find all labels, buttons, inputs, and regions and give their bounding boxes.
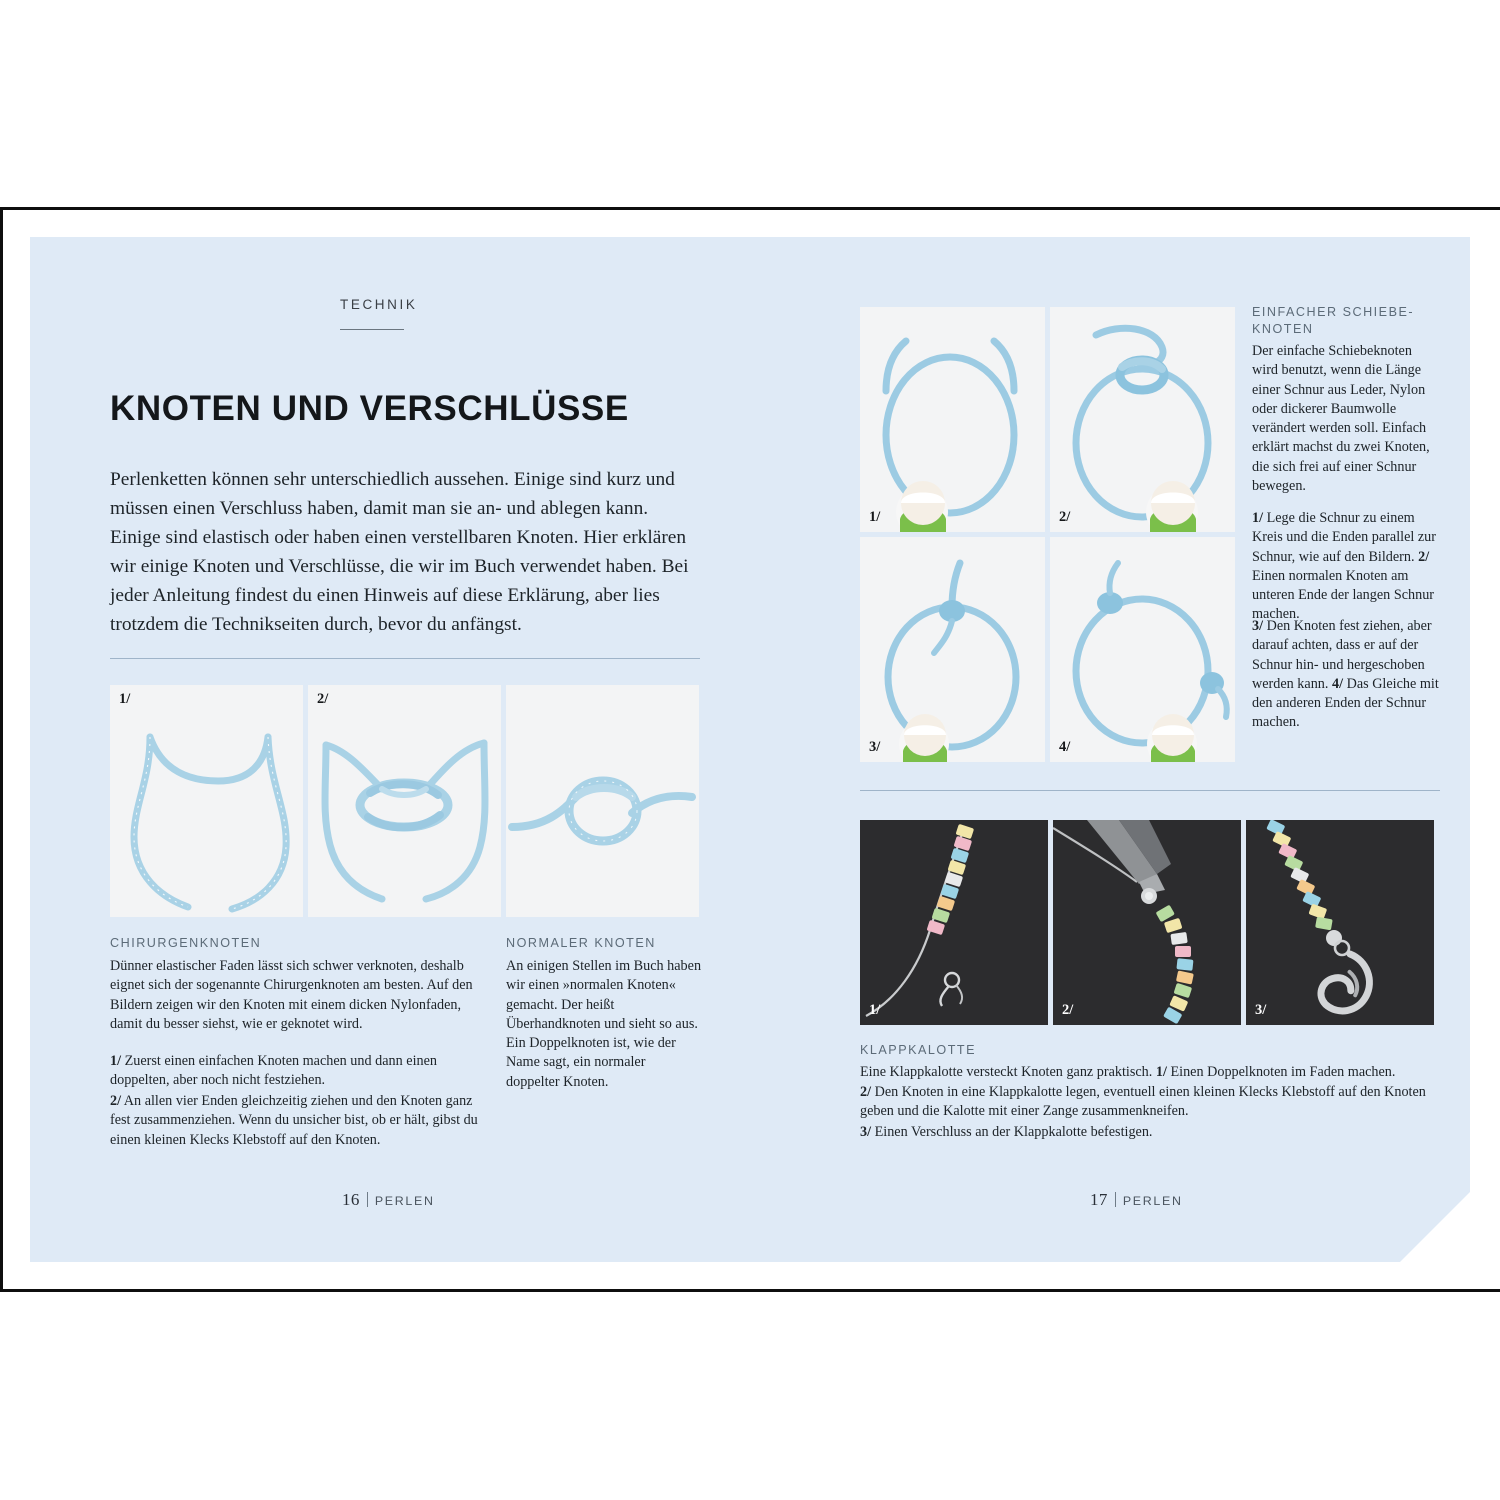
- illustration-knot-loose: [1050, 307, 1235, 532]
- book-spread: [30, 237, 1470, 1262]
- page-corner-fold: [1399, 1191, 1471, 1263]
- caption-title-klappkalotte: KLAPPKALOTTE: [860, 1043, 976, 1057]
- step-number: 2/: [1062, 1002, 1074, 1018]
- photo-klappkalotte-step1: [860, 820, 1048, 1025]
- caption-title-chirurgenknoten: CHIRURGENKNOTEN: [110, 936, 262, 950]
- page-title: KNOTEN UND VERSCHLÜSSE: [110, 389, 629, 428]
- caption-body-chirurgenknoten-p1: Dünner elastischer Faden lässt sich schwer verknoten, deshalb eignet sich der sogenannte Chirurgenknoten am besten. Auf den Bildern zeigen wir den Knoten mit einem dicken Nylonfaden, damit du besser siehst, wie er geknotet wird.: [110, 958, 473, 1032]
- folio-number: 17: [1090, 1190, 1108, 1209]
- step-number: 2/: [1059, 509, 1071, 525]
- step-number: 3/: [1255, 1002, 1267, 1018]
- photo-slide-knot-step4: [1050, 537, 1235, 762]
- folio-separator: [1115, 1192, 1116, 1207]
- caption-body-klappkalotte-p2: 2/ Den Knoten in eine Klappkalotte legen, eventuell einen kleinen Klecks Klebstoff auf den Knoten geben und die Kalotte mit einer Zange zusammenkneifen.: [860, 1084, 1426, 1120]
- folio-label: PERLEN: [1122, 1194, 1183, 1208]
- kicker-divider: [340, 329, 404, 330]
- caption-body-klappkalotte-p3: 3/ Einen Verschluss an der Klappkalotte befestigen.: [860, 1124, 1153, 1140]
- photo-klappkalotte-step2: [1053, 820, 1241, 1025]
- section-kicker: TECHNIK: [340, 297, 418, 312]
- folio-label: PERLEN: [374, 1194, 435, 1208]
- illustration-cord-step2: [308, 685, 501, 917]
- step-number: 1/: [119, 691, 131, 707]
- right-page: [750, 237, 1470, 1262]
- photo-surgeons-knot-step1: [110, 685, 303, 917]
- illustration-overhand-knot: [506, 685, 699, 917]
- photo-normal-knot: [506, 685, 699, 917]
- folio-separator: [367, 1192, 368, 1207]
- photo-slide-knot-step1: [860, 307, 1045, 532]
- section-body-schiebeknoten-p3: 3/ Den Knoten fest ziehen, aber darauf achten, dass er auf der Schnur hin- und hergeschoben werden kann. 4/ Das Gleiche mit den anderen Enden der Schnur machen.: [1252, 618, 1439, 731]
- caption-body-chirurgenknoten-p2: 1/ Zuerst einen einfachen Knoten machen und dann einen doppelten, aber noch nicht festziehen.: [110, 1053, 437, 1089]
- caption-body-normaler-knoten: An einigen Stellen im Buch haben wir einen »normalen Knoten« gemacht. Der heißt Überhandknoten und sieht so aus. Ein Doppelknoten ist, wie der Name sagt, ein normaler doppelter Knoten.: [506, 958, 702, 1090]
- book-left-edge: [0, 207, 3, 1292]
- section-body-schiebeknoten-p1: Der einfache Schiebeknoten wird benutzt, wenn die Länge einer Schnur aus Leder, Nylon oder dickerer Baumwolle verändert werden soll. Einfach erklärt machst du zwei Knoten, die sich frei auf einer Schnur bewegen.: [1252, 343, 1430, 495]
- step-number: 1/: [869, 509, 881, 525]
- caption-body-chirurgenknoten-p3: 2/ An allen vier Enden gleichzeitig ziehen und den Knoten ganz fest zusammenziehen. Wenn du unsicher bist, ob er hält, gibst du einen kleinen Klecks Klebstoff auf den Knoten.: [110, 1093, 478, 1148]
- photo-klappkalotte-step3: [1246, 820, 1434, 1025]
- step-number: 2/: [317, 691, 329, 707]
- book-bottom-edge: [0, 1289, 1500, 1292]
- section-body-schiebeknoten-p2: 1/ Lege die Schnur zu einem Kreis und die Enden parallel zur Schnur, wie auf den Bildern. 2/ Einen normalen Knoten am unteren Ende der langen Schnur machen.: [1252, 510, 1436, 623]
- step-number: 1/: [869, 1002, 881, 1018]
- illustration-lobster-clasp: [1246, 820, 1434, 1025]
- illustration-both-knots: [1050, 537, 1235, 762]
- illustration-cord-circle: [860, 307, 1045, 532]
- caption-title-normaler-knoten: NORMALER KNOTEN: [506, 936, 656, 950]
- step-number: 3/: [869, 739, 881, 755]
- illustration-pliers-crimp: [1053, 820, 1241, 1025]
- section-title-schiebeknoten: EINFACHER SCHIEBE-KNOTEN: [1252, 305, 1415, 336]
- folio-left: [342, 1190, 435, 1210]
- book-top-edge: [0, 207, 1500, 210]
- left-page: [30, 237, 750, 1262]
- right-divider: [860, 790, 1440, 791]
- photo-surgeons-knot-step2: [308, 685, 501, 917]
- caption-body-klappkalotte-p1: Eine Klappkalotte versteckt Knoten ganz praktisch. 1/ Einen Doppelknoten im Faden machen.: [860, 1064, 1396, 1080]
- illustration-beaded-wire: [860, 820, 1048, 1025]
- illustration-knot-tight: [860, 537, 1045, 762]
- step-number: 4/: [1059, 739, 1071, 755]
- intro-paragraph: Perlenketten können sehr unterschiedlich aussehen. Einige sind kurz und müssen einen Verschluss haben, damit man sie an- und ablegen kann. Einige sind elastisch oder haben einen verstellbaren Knoten. Hier erklären wir einige Knoten und Verschlüsse, die wir im Buch verwendet haben. Bei jeder Anleitung findest du einen Hinweis auf diese Erklärung, aber lies trotzdem die Technikseiten durch, bevor du anfängst.: [110, 469, 689, 635]
- folio-number: 16: [342, 1190, 360, 1209]
- left-divider: [110, 658, 700, 659]
- photo-slide-knot-step3: [860, 537, 1045, 762]
- photo-slide-knot-step2: [1050, 307, 1235, 532]
- illustration-cord-step1: [110, 685, 303, 917]
- folio-right: [1090, 1190, 1183, 1210]
